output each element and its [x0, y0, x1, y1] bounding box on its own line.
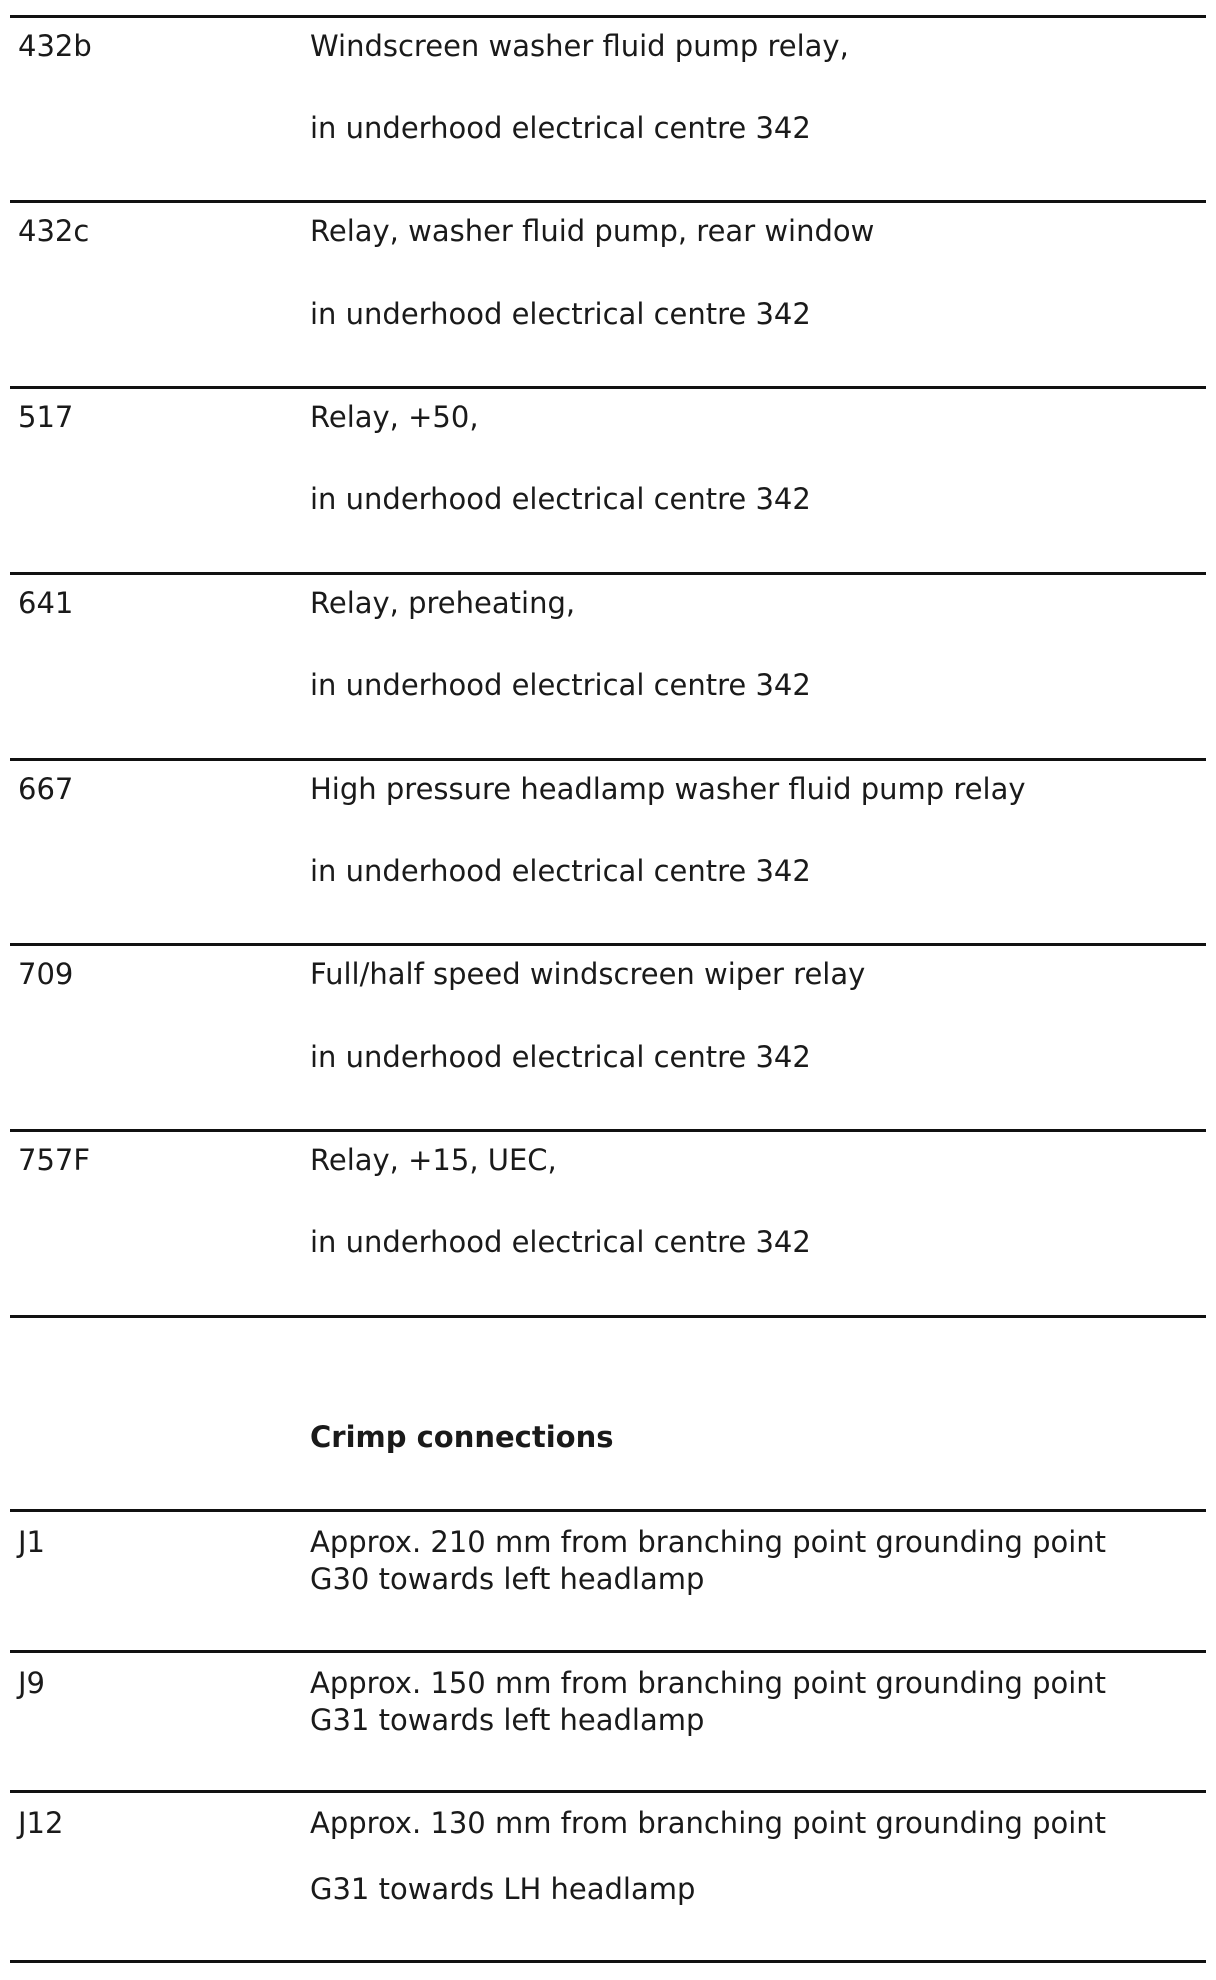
row-location: in underhood electrical centre 342: [310, 297, 811, 331]
table-rule: [10, 1509, 1206, 1512]
row-location: in underhood electrical centre 342: [310, 111, 811, 145]
table-rule: [10, 1129, 1206, 1132]
row-location: G31 towards left headlamp: [310, 1703, 705, 1737]
row-code: J1: [18, 1525, 46, 1559]
row-description: Approx. 130 mm from branching point grounding point: [310, 1806, 1107, 1840]
row-code: 757F: [18, 1143, 91, 1177]
table-rule: [10, 572, 1206, 575]
row-location: in underhood electrical centre 342: [310, 854, 811, 888]
row-description: High pressure headlamp washer fluid pump relay: [310, 772, 1026, 806]
table-rule: [10, 15, 1206, 18]
table-rule: [10, 386, 1206, 389]
row-code: 667: [18, 772, 74, 806]
row-code: 709: [18, 957, 74, 991]
row-code: 432c: [18, 214, 90, 248]
row-code: 432b: [18, 29, 92, 63]
row-description: Windscreen washer fluid pump relay,: [310, 29, 849, 63]
row-description: Approx. 150 mm from branching point grounding point: [310, 1666, 1107, 1700]
row-code: J9: [18, 1666, 46, 1700]
row-code: 641: [18, 586, 74, 620]
row-description: Relay, +15, UEC,: [310, 1143, 557, 1177]
row-description: Relay, preheating,: [310, 586, 576, 620]
table-rule: [10, 1315, 1206, 1318]
row-description: Relay, washer fluid pump, rear window: [310, 214, 875, 248]
row-description: Approx. 210 mm from branching point grounding point: [310, 1525, 1107, 1559]
table-rule: [10, 200, 1206, 203]
section-heading: Crimp connections: [310, 1420, 614, 1454]
table-rule: [10, 943, 1206, 946]
table-rule: [10, 1790, 1206, 1793]
table-rule: [10, 758, 1206, 761]
table-rule: [10, 1650, 1206, 1653]
row-location: in underhood electrical centre 342: [310, 482, 811, 516]
row-location: G31 towards LH headlamp: [310, 1872, 696, 1906]
row-location: in underhood electrical centre 342: [310, 1225, 811, 1259]
row-description: Full/half speed windscreen wiper relay: [310, 957, 866, 991]
row-code: J12: [18, 1806, 64, 1840]
row-location: G30 towards left headlamp: [310, 1562, 705, 1596]
row-code: 517: [18, 400, 74, 434]
table-rule: [10, 1960, 1206, 1963]
row-location: in underhood electrical centre 342: [310, 668, 811, 702]
row-description: Relay, +50,: [310, 400, 479, 434]
row-location: in underhood electrical centre 342: [310, 1040, 811, 1074]
